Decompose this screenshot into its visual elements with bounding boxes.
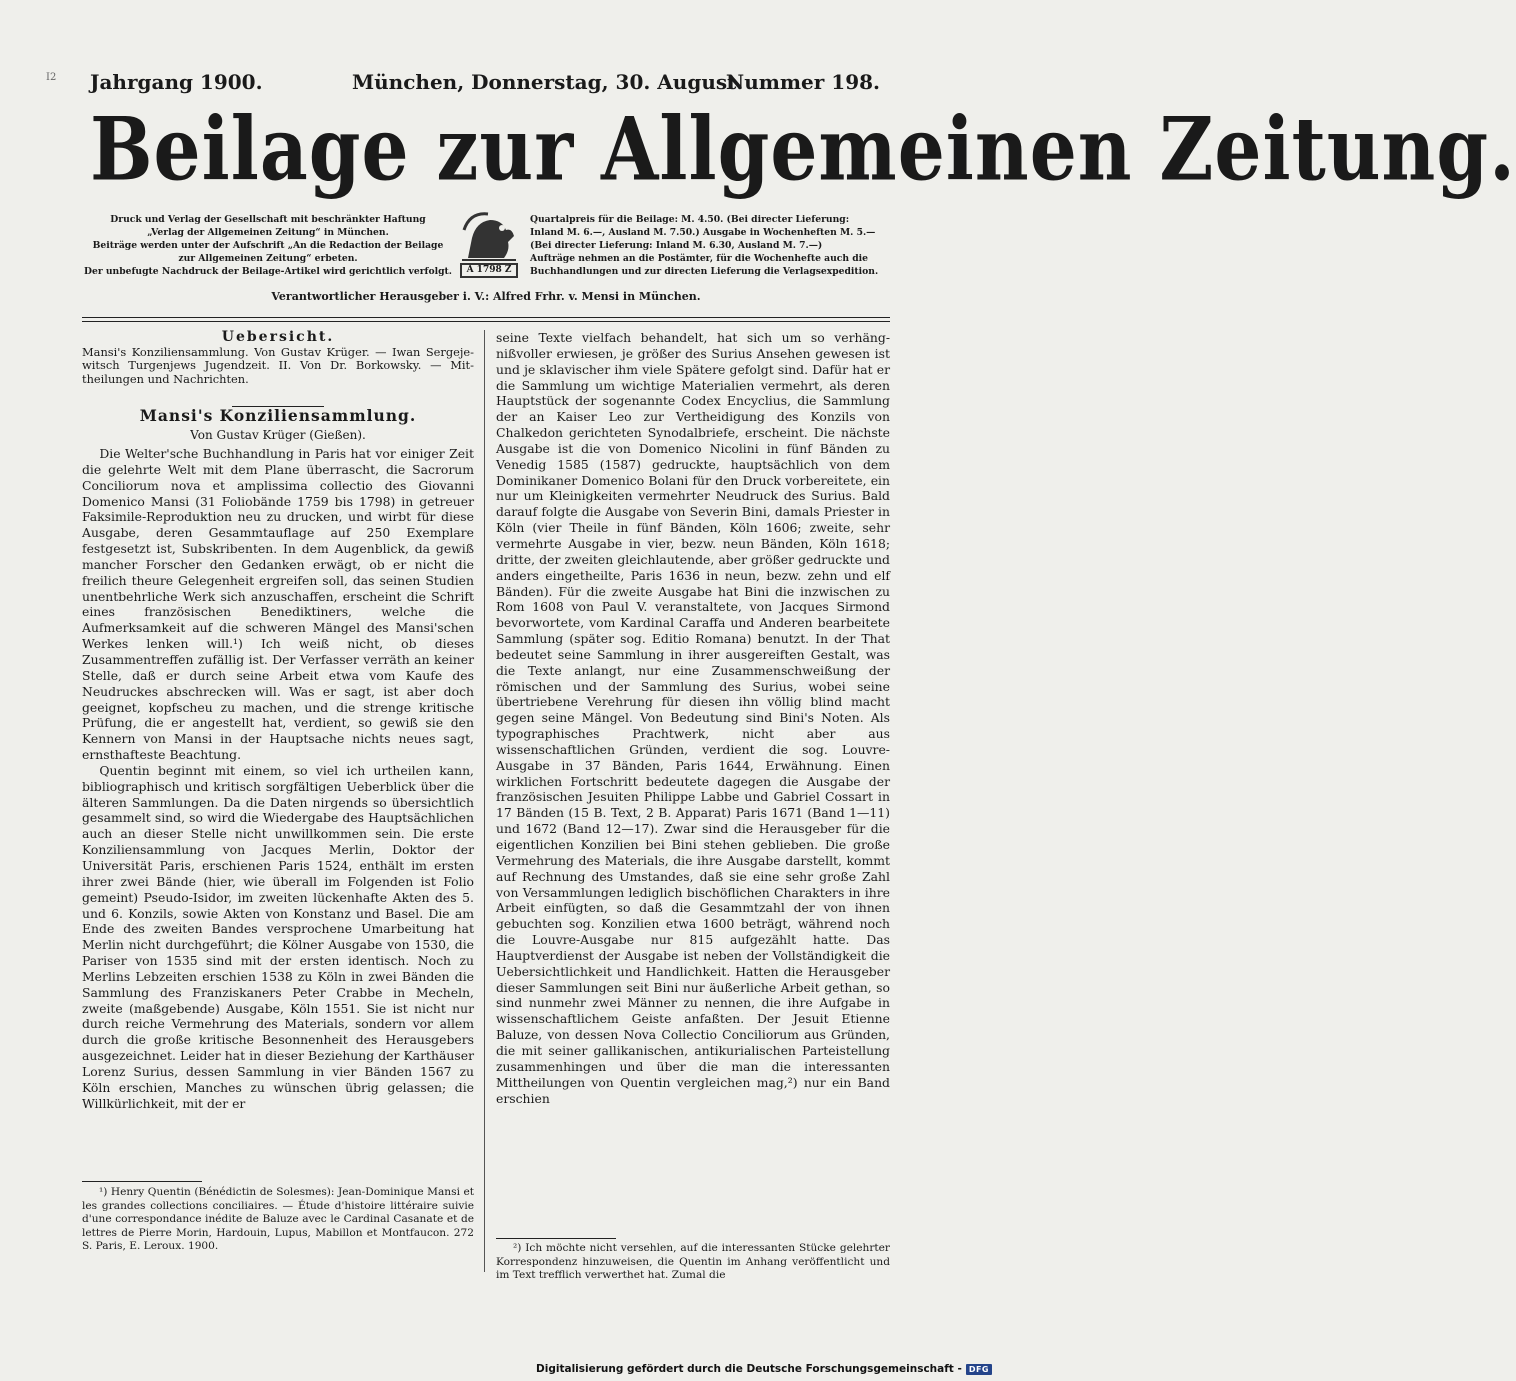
imprint-line: Beiträge werden unter der Aufschrift „An die Redaction der Beilage	[92, 240, 444, 251]
publisher-emblem	[456, 208, 522, 284]
imprint-line: Inland M. 6.—, Ausland M. 7.50.) Ausgabe in Wochenheften M. 5.—	[530, 227, 876, 238]
imprint-line: Buchhandlungen und zur directen Lieferung die Verlagsexpedition.	[530, 266, 879, 277]
credit-text: Digitalisierung gefördert durch die Deutsche Forschungsgemeinschaft -	[536, 1363, 962, 1375]
dfg-logo-icon: DFG	[966, 1364, 992, 1375]
issue-number: Nummer 198.	[725, 70, 880, 94]
imprint-left	[82, 213, 454, 278]
footer-bar	[0, 1360, 1000, 1381]
emblem-text: A 1798 Z	[466, 265, 512, 275]
section-rule	[232, 406, 324, 407]
imprint-line: Quartalpreis für die Beilage: M. 4.50. (Bei directer Lieferung:	[530, 214, 850, 225]
header-rule	[82, 317, 890, 318]
imprint-line: (Bei directer Lieferung: Inland M. 6.30, Ausland M. 7.—)	[530, 240, 823, 251]
article-byline: Von Gustav Krüger (Gießen).	[190, 428, 366, 443]
imprint-line: Aufträge nehmen an die Postämter, für die Wochenhefte auch die	[530, 253, 868, 264]
article-paragraph: Quentin beginnt mit einem, so viel ich urtheilen kann, bibliographisch und kritisch sorgfältigen Ueberblick über die älteren Sammlungen. Da die Daten nirgends so übersichtlich gesammelt sind, so wird die Wiedergabe des Hauptsächlichen auch an dieser Stelle nicht unwillkommen sein. Die erste Konziliensammlung von Jacques Merlin, Doktor der Universität Paris, erschienen Paris 1524, enthält im ersten ihrer zwei Bände (hier, wie überall im Folgenden ist Folio gemeint) Pseudo-Isidor, im zweiten lückenhafte Akten des 5. und 6. Konzils, sowie Akten von Konstanz und Basel. Die am Ende des zweiten Bandes versprochene Umarbeitung hat Merlin nicht durchgeführt; die Kölner Ausgabe von 1530, die Pariser von 1535 sind mit der ersten identisch. Noch zu Merlins Lebzeiten erschien 1538 zu Köln in zwei Bänden die Sammlung des Franziskaners Peter Crabbe in Mecheln, zweite (maßgebende) Ausgabe, Köln 1551. Sie ist nicht nur durch reiche Vermehrung des Materials, sondern vor allem durch die große kritische Besonnenheit des Herausgebers ausgezeichnet. Leider hat in dieser Beziehung der Karthäuser Lorenz Surius, dessen Sammlung in vier Bänden 1567 zu Köln erschien, Manches zu wünschen übrig gelassen; die Willkürlichkeit, mit der er	[82, 762, 474, 1111]
column-left	[82, 330, 474, 1178]
place-date: München, Donnerstag, 30. August.	[352, 70, 744, 94]
page-mark: I2	[46, 72, 57, 83]
footnote-text: ²) Ich möchte nicht versehlen, auf die interessanten Stücke gelehrter Korrespondenz hinzuweisen, die Quentin im Anhang veröffentlicht und im Text trefflich verwerthet hat. Zumal die	[496, 1242, 890, 1282]
digitization-credit	[536, 1363, 992, 1375]
footnote-1	[82, 1186, 474, 1276]
footnote-2	[496, 1242, 890, 1287]
imprint-line: Druck und Verlag der Gesellschaft mit beschränkter Haftung	[110, 214, 426, 225]
imprint-right	[530, 213, 890, 278]
footnote-rule	[496, 1238, 616, 1239]
overview-text: Mansi's Konziliensammlung. Von Gustav Krüger. — Iwan Sergejewitsch Turgenjews Jugendzeit. II. Von Dr. Borkowsky. — Mittheilungen und Nachrichten.	[82, 344, 474, 386]
column-right	[496, 330, 890, 1234]
masthead-title: Beilage zur Allgemeinen Zeitung.	[90, 99, 1516, 201]
imprint-line: Der unbefugte Nachdruck der Beilage-Artikel wird gerichtlich verfolgt.	[84, 266, 452, 277]
volume-label: Jahrgang 1900.	[90, 70, 263, 94]
imprint-line: zur Allgemeinen Zeitung“ erbeten.	[178, 253, 358, 264]
overview-heading: Uebersicht.	[221, 329, 335, 345]
column-divider	[484, 330, 485, 1272]
footnote-rule	[82, 1181, 202, 1182]
imprint-line: „Verlag der Allgemeinen Zeitung“ in München.	[147, 227, 389, 238]
editor-line: Verantwortlicher Herausgeber i. V.: Alfred Frhr. v. Mensi in München.	[271, 290, 701, 303]
article-paragraph: seine Texte vielfach behandelt, hat sich um so verhängnißvoller erwiesen, je größer des Surius Ansehen gewesen ist und je sklavischer ihm viele Spätere gefolgt sind. Dafür hat er die Sammlung um wichtige Materialien vermehrt, als deren Hauptstück der sogenannte Codex Encyclius, die Sammlung der an Kaiser Leo zur Vertheidigung des Konzils von Chalkedon gerichteten Synodalbriefe, erscheint. Die nächste Ausgabe ist die von Domenico Nicolini in fünf Bänden zu Venedig 1585 (1587) gedruckte, hauptsächlich von dem Dominikaner Domenico Bolani für den Druck vorbereitete, ein nur um Kleinigkeiten vermehrter Neudruck des Surius. Bald darauf folgte die Ausgabe von Severin Bini, damals Priester in Köln (vier Theile in fünf Bänden, Köln 1606; zweite, sehr vermehrte Ausgabe in vier, bezw. neun Bänden, Köln 1618; dritte, der zweiten gleichlautende, aber größer gedruckte und anders eingetheilte, Paris 1636 in neun, bezw. zehn und elf Bänden). Für die zweite Ausgabe hat Bini die inzwischen zu Rom 1608 von Paul V. veranstaltete, von Jacques Sirmond bevorwortete, vom Kardinal Caraffa und Anderen bearbeitete Sammlung (später sog. Editio Romana) benutzt. In der That bedeutet seine Sammlung in ihrer ausgereiften Gestalt, was die Texte anlangt, nur eine Zusammenschweißung der römischen und der Sammlung des Surius, wobei seine übertriebene Verehrung für diesen ihn völlig blind macht gegen seine Mängel. Von Bedeutung sind Bini's Noten. Als typographisches Prachtwerk, nicht aber aus wissenschaftlichen Gründen, verdient die sog. Louvre-Ausgabe in 37 Bänden, Paris 1644, Erwähnung. Einen wirklichen Fortschritt bedeutete dagegen die Ausgabe der französischen Jesuiten Philippe Labbe und Gabriel Cossart in 17 Bänden (15 B. Text, 2 B. Apparat) Paris 1671 (Band 1—11) und 1672 (Band 12—17). Zwar sind die Herausgeber für die eigentlichen Konzilien bei Bini stehen geblieben. Die große Vermehrung des Materials, die ihre Ausgabe darstellt, kommt auf Rechnung des Umstandes, daß sie eine sehr große Zahl von Versammlungen lediglich bischöflichen Charakters in ihre Arbeit einfügten, so daß die Gesammtzahl der von ihnen gebuchten sog. Konzilien etwa 1600 beträgt, während noch die Louvre-Ausgabe nur 815 aufgezählt hatte. Das Hauptverdienst der Ausgabe ist neben der Vollständigkeit die Uebersichtlichkeit und Handlichkeit. Hatten die Herausgeber dieser Sammlungen seit Bini nur äußerliche Arbeit gethan, so sind nunmehr zwei Männer zu nennen, die ihre Aufgabe in wissenschaftlichem Geiste anfaßten. Der Jesuit Etienne Baluze, von dessen Nova Collectio Conciliorum aus Gründen, die mit seiner gallikanischen, antikurialischen Parteistellung zusammenhingen und über die man die interessanten Mittheilungen von Quentin vergleichen mag,²) nur ein Band erschien	[496, 330, 890, 1106]
footnote-text: ¹) Henry Quentin (Bénédictin de Solesmes): Jean-Dominique Mansi et les grandes collections conciliaires. — Étude d'histoire littéraire suivie d'une correspondance inédite de Baluze avec le Cardinal Casanate et de lettres de Pierre Morin, Hardouin, Lupus, Mabillon et Montfaucon. 272 S. Paris, E. Leroux. 1900.	[82, 1186, 474, 1253]
header-rule-thin	[82, 321, 890, 322]
article-title: Mansi's Konziliensammlung.	[139, 406, 417, 426]
article-paragraph: Die Welter'sche Buchhandlung in Paris hat vor einiger Zeit die gelehrte Welt mit dem Plane überrascht, die Sacrorum Conciliorum nova et amplissima collectio des Giovanni Domenico Mansi (31 Foliobände 1759 bis 1798) in getreuer Faksimile-Reproduktion neu zu drucken, und wirbt für diese Ausgabe, deren Gesammtauflage auf 250 Exemplare festgesetzt ist, Subskribenten. In dem Augenblick, da gewiß mancher Forscher den Gedanken erwägt, ob er nicht die freilich theure Gelegenheit ergreifen soll, das seinen Studien unentbehrliche Werk sich anzuschaffen, erscheint die Schrift eines französischen Benediktiners, welche die Aufmerksamkeit auf die schweren Mängel des Mansi'schen Werkes lenken will.¹) Ich weiß nicht, ob dieses Zusammentreffen zufällig ist. Der Verfasser verräth an keiner Stelle, daß er durch seine Arbeit etwa vom Kaufe des Neudruckes abschrecken will. Was er sagt, ist aber doch geeignet, kopfscheu zu machen, und die strenge kritische Prüfung, die er angestellt hat, verdient, so gewiß sie den Kennern von Mansi in der Hauptsache nichts neues sagt, ernsthafteste Beachtung.	[82, 446, 474, 763]
